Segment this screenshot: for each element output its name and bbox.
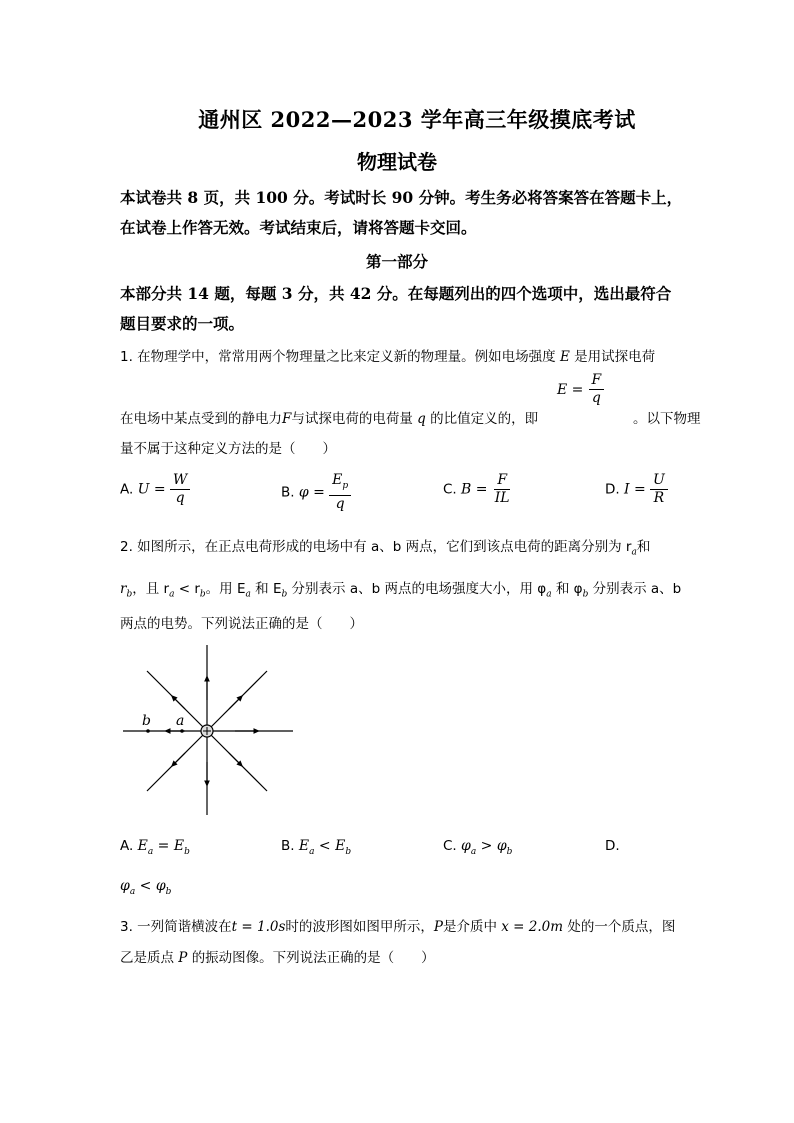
q1-line-3: 量不属于这种定义方法的是（ ） bbox=[120, 441, 336, 457]
label-b: b bbox=[142, 713, 151, 729]
point-b bbox=[146, 729, 150, 733]
q1-option-b[interactable]: B. φ = $\frac{E_p}{q}$ bbox=[281, 472, 351, 513]
q1-option-a[interactable]: A. U = $\frac{W}{q}$ bbox=[120, 472, 190, 507]
q2-line-3: 两点的电势。下列说法正确的是（ ） bbox=[120, 616, 363, 632]
q1-option-c[interactable]: C. B = $\frac{F}{IL}$ bbox=[443, 472, 510, 506]
intro-line-2: 在试卷上作答无效。考试结束后，请将答题卡交回。 bbox=[120, 218, 477, 237]
intro-line-1: 本试卷共 8 页，共 100 分。考试时长 90 分钟。考生务必将答案答在答题卡上， bbox=[120, 188, 683, 207]
q1-line-2-end: 。以下物理 bbox=[633, 411, 701, 427]
page-subtitle: 物理试卷 bbox=[357, 150, 437, 174]
electric-field-figure bbox=[115, 640, 300, 820]
point-a bbox=[180, 729, 184, 733]
q2-option-d[interactable]: D. bbox=[605, 838, 620, 854]
q2-option-d-formula: $\varphi_a < \varphi_b$ bbox=[120, 878, 172, 897]
q2-option-b[interactable]: B. $E_a < E_b$ bbox=[281, 838, 352, 857]
q3-line-1: 3. 一列简谐横波在t = 1.0s时的波形图如图甲所示，P是介质中 x = 2.0m 处的一个质点，图 bbox=[120, 919, 676, 935]
q2-line-1: 2. 如图所示，在正点电荷形成的电场中有 a、b 两点，它们到该点电荷的距离分别为 $r_a$和 bbox=[120, 539, 651, 558]
q1-line-1: 1. 在物理学中，常常用两个物理量之比来定义新的物理量。例如电场强度 E 是用试探电荷 bbox=[120, 349, 656, 365]
q2-line-2: $r_b$，且 $r_a < r_b$。用 $E_a$ 和 $E_b$ 分别表示 a、b 两点的电场强度大小，用 $\varphi_a$ 和 $\varphi_b$ 分别表示 a、b bbox=[120, 581, 682, 600]
q1-line-2: 在电场中某点受到的静电力F与试探电荷的电荷量 q 的比值定义的，即 bbox=[120, 411, 539, 427]
part-title: 第一部分 bbox=[365, 252, 428, 271]
q1-option-d[interactable]: D. I = $\frac{U}{R}$ bbox=[605, 472, 668, 507]
label-a: a bbox=[176, 713, 185, 729]
q3-line-2: 乙是质点 P 的振动图像。下列说法正确的是（ ） bbox=[120, 950, 435, 966]
q1-formula: E = $\frac{F}{q}$ bbox=[557, 372, 604, 407]
page-title: 通州区 2022—2023 学年高三年级摸底考试 bbox=[198, 107, 636, 132]
part-desc-line-1: 本部分共 14 题，每题 3 分，共 42 分。在每题列出的四个选项中，选出最符合 bbox=[120, 284, 672, 303]
q2-option-c[interactable]: C. $\varphi_a > \varphi_b$ bbox=[443, 838, 513, 857]
part-desc-line-2: 题目要求的一项。 bbox=[120, 314, 245, 333]
q2-option-a[interactable]: A. $E_a = E_b$ bbox=[120, 838, 190, 857]
